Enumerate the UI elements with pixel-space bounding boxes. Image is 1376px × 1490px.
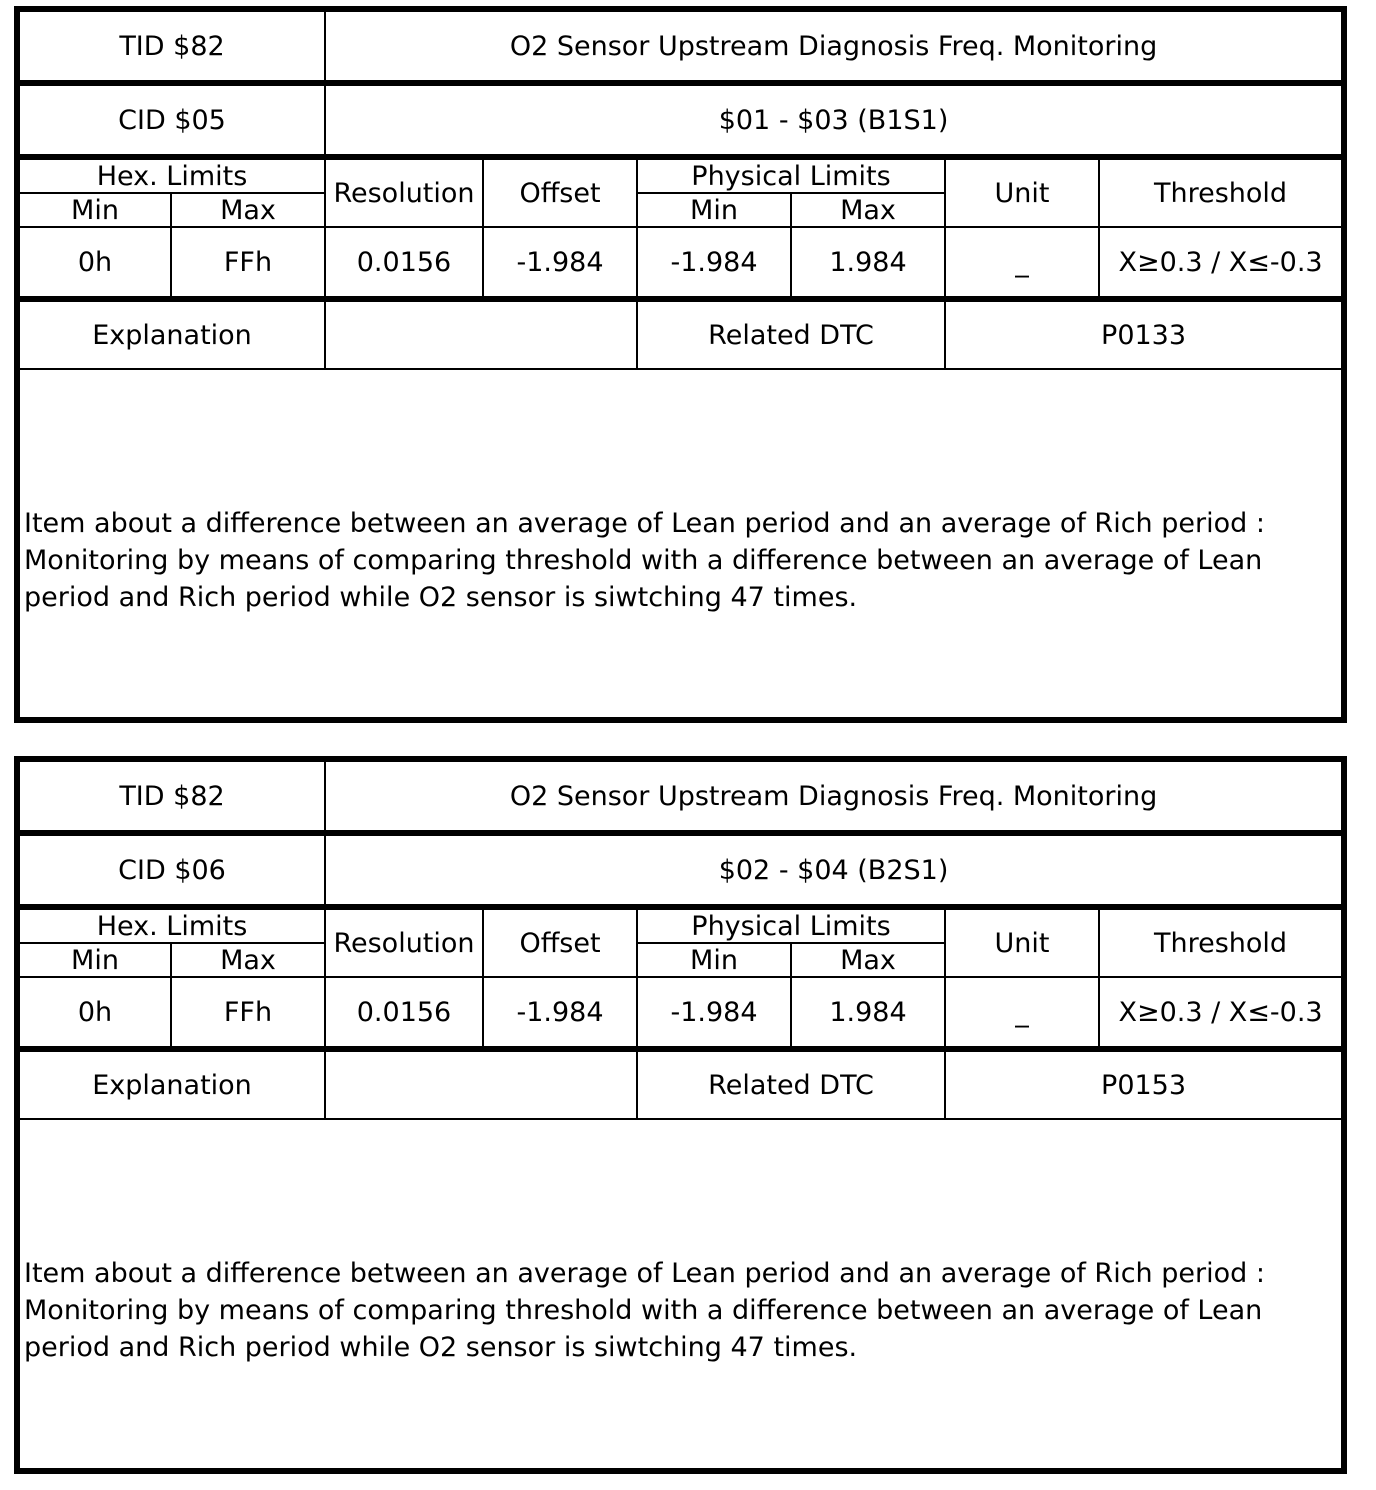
related-dtc-label: Related DTC — [637, 299, 945, 369]
hex-max-header: Max — [171, 943, 325, 977]
hex-limits-header: Hex. Limits — [20, 907, 325, 943]
hex-max-header: Max — [171, 193, 325, 227]
explanation-text: Item about a difference between an average of Lean period and an average of Rich period : Monitoring by means of comparing threshold with a difference between an average of Lean period and Rich period while O2 sensor is siwtching 47 times. — [24, 1258, 1265, 1363]
unit-header: Unit — [945, 157, 1099, 227]
tid-cell: TID $82 — [20, 762, 325, 833]
hex-min-header: Min — [20, 193, 171, 227]
hex-min-header: Min — [20, 943, 171, 977]
explanation-empty — [325, 1049, 637, 1119]
threshold-value: X≥0.3 / X≤-0.3 — [1099, 227, 1341, 299]
hex-max-value: FFh — [171, 977, 325, 1049]
phys-min-value: -1.984 — [637, 227, 791, 299]
resolution-header: Resolution — [325, 157, 483, 227]
related-dtc-label: Related DTC — [637, 1049, 945, 1119]
offset-header: Offset — [483, 157, 637, 227]
explanation-label: Explanation — [20, 299, 325, 369]
explanation-text: Item about a difference between an average of Lean period and an average of Rich period : Monitoring by means of comparing threshold with a difference between an average of Lean period and Rich period while O2 sensor is siwtching 47 times. — [24, 508, 1265, 613]
phys-max-value: 1.984 — [791, 977, 945, 1049]
title-cell: O2 Sensor Upstream Diagnosis Freq. Monitoring — [325, 12, 1341, 83]
phys-max-header: Max — [791, 193, 945, 227]
spec-table — [20, 12, 1341, 370]
explanation-empty — [325, 299, 637, 369]
phys-min-value: -1.984 — [637, 977, 791, 1049]
threshold-header: Threshold — [1099, 907, 1341, 977]
offset-value: -1.984 — [483, 977, 637, 1049]
test-result-block-1 — [14, 6, 1347, 723]
phys-max-value: 1.984 — [791, 227, 945, 299]
spec-table — [20, 762, 1341, 1120]
offset-value: -1.984 — [483, 227, 637, 299]
related-dtc-value: P0133 — [945, 299, 1341, 369]
resolution-value: 0.0156 — [325, 977, 483, 1049]
hex-limits-header: Hex. Limits — [20, 157, 325, 193]
unit-value: _ — [945, 227, 1099, 299]
cid-cell: CID $06 — [20, 833, 325, 907]
phys-min-header: Min — [637, 943, 791, 977]
physical-limits-header: Physical Limits — [637, 907, 945, 943]
hex-min-value: 0h — [20, 977, 171, 1049]
physical-limits-header: Physical Limits — [637, 157, 945, 193]
range-cell: $02 - $04 (B2S1) — [325, 833, 1341, 907]
explanation-label: Explanation — [20, 1049, 325, 1119]
threshold-value: X≥0.3 / X≤-0.3 — [1099, 977, 1341, 1049]
phys-min-header: Min — [637, 193, 791, 227]
unit-header: Unit — [945, 907, 1099, 977]
test-result-block-2 — [14, 756, 1347, 1474]
tid-cell: TID $82 — [20, 12, 325, 83]
cid-cell: CID $05 — [20, 83, 325, 157]
threshold-header: Threshold — [1099, 157, 1341, 227]
hex-min-value: 0h — [20, 227, 171, 299]
resolution-value: 0.0156 — [325, 227, 483, 299]
offset-header: Offset — [483, 907, 637, 977]
related-dtc-value: P0153 — [945, 1049, 1341, 1119]
hex-max-value: FFh — [171, 227, 325, 299]
title-cell: O2 Sensor Upstream Diagnosis Freq. Monitoring — [325, 762, 1341, 833]
range-cell: $01 - $03 (B1S1) — [325, 83, 1341, 157]
resolution-header: Resolution — [325, 907, 483, 977]
unit-value: _ — [945, 977, 1099, 1049]
phys-max-header: Max — [791, 943, 945, 977]
